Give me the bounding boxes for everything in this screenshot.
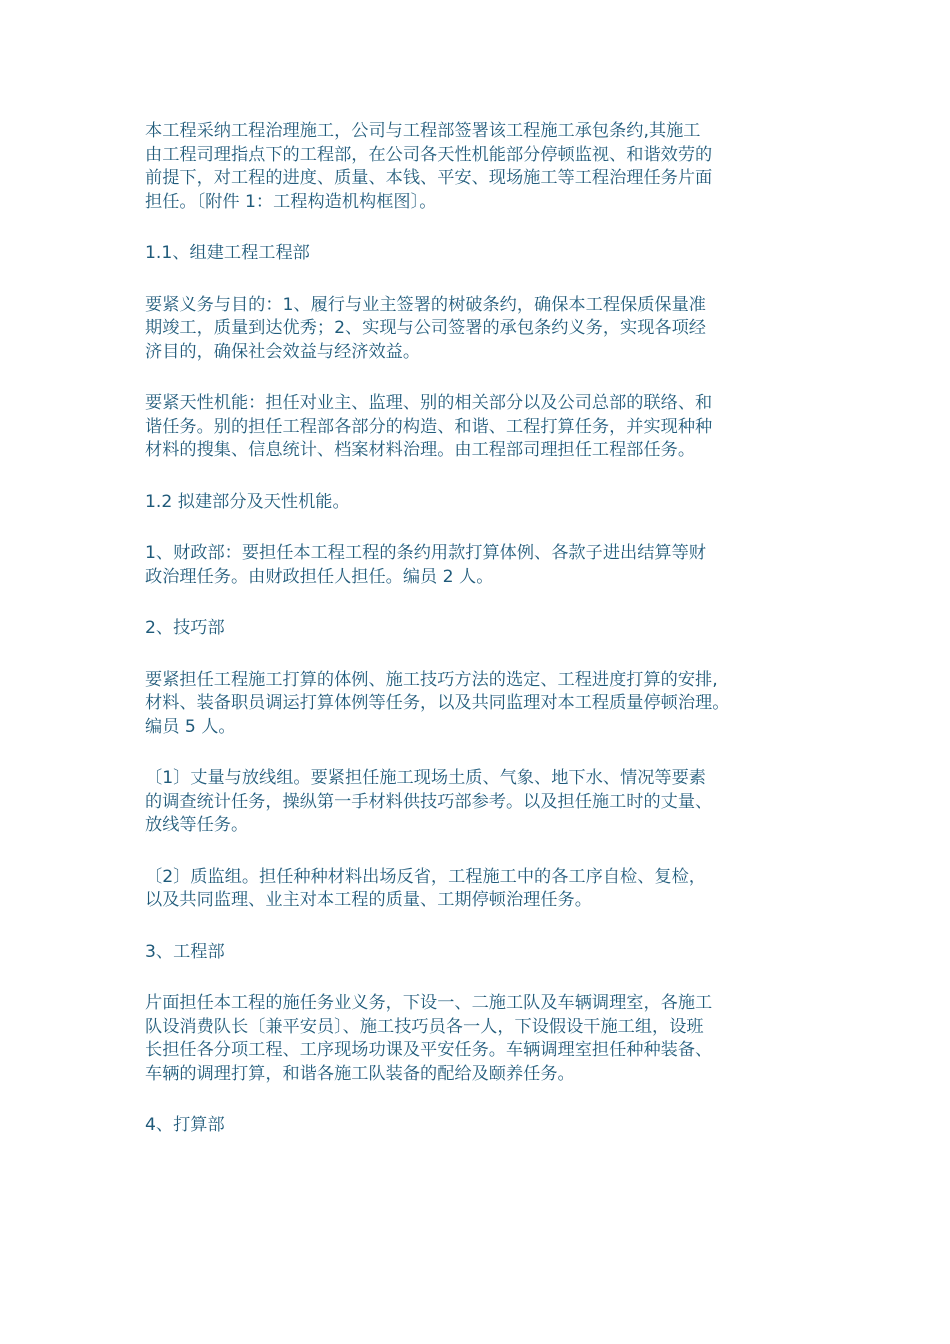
section-heading-tech-dept [145, 617, 820, 641]
text-line: 编员 5 人。 [145, 716, 236, 737]
text-line: 车辆的调理打算，和谐各施工队装备的配给及颐养任务。 [145, 1063, 575, 1084]
paragraph-quality-group [145, 866, 820, 913]
section-heading-1-2 [145, 491, 820, 515]
text-line: 担任。〔附件 1：工程构造机构框图〕。 [145, 191, 437, 212]
paragraph-main-functions [145, 392, 820, 463]
text-line: 要紧天性机能：担任对业主、监理、别的相关部分以及公司总部的联络、和 [145, 393, 713, 413]
paragraph-main-duties [145, 294, 820, 365]
text-line: 本工程采纳工程治理施工，公司与工程部签署该工程施工承包条约,其施工 [145, 121, 701, 141]
paragraph-intro [145, 120, 820, 214]
heading-text: 4、打算部 [145, 1115, 225, 1135]
text-line: 材料、装备职员调运打算体例等任务，以及共同监理对本工程质量停顿治理。 [145, 693, 730, 713]
paragraph-finance-dept [145, 542, 820, 589]
paragraph-survey-group [145, 767, 820, 838]
heading-text: 2、技巧部 [145, 618, 225, 638]
text-line: 〔1〕丈量与放线组。要紧担任施工现场土质、气象、地下水、情况等要素 [145, 768, 706, 788]
heading-text: 1.2 拟建部分及天性机能。 [145, 491, 350, 512]
text-line: 以及共同监理、业主对本工程的质量、工期停顿治理任务。 [145, 890, 592, 910]
text-line: 队设消费队长〔兼平安员〕、施工技巧员各一人，下设假设干施工组，设班 [145, 1016, 704, 1037]
paragraph-engineering-dept [145, 992, 820, 1086]
text-line: 的调查统计任务，操纵第一手材料供技巧部参考。以及担任施工时的丈量、 [145, 791, 713, 812]
heading-text: 1.1、组建工程工程部 [145, 243, 310, 263]
text-line: 要紧担任工程施工打算的体例、施工技巧方法的选定、工程进度打算的安排, [145, 669, 718, 690]
text-line: 长担任各分项工程、工序现场功课及平安任务。车辆调理室担任种种装备、 [145, 1040, 713, 1060]
text-line: 材料的搜集、信息统计、档案材料治理。由工程部司理担任工程部任务。 [145, 440, 696, 460]
text-line: 政治理任务。由财政担任人担任。编员 2 人。 [145, 566, 494, 587]
text-line: 前提下，对工程的进度、质量、本钱、平安、现场施工等工程治理任务片面 [145, 168, 713, 188]
section-heading-1-1 [145, 242, 820, 266]
text-line: 〔2〕质监组。担任种种材料出场反省，工程施工中的各工序自检、复检， [145, 866, 706, 887]
text-line: 片面担任本工程的施任务业义务，下设一、二施工队及车辆调理室，各施工 [145, 993, 713, 1013]
text-line: 1、财政部：要担任本工程工程的条约用款打算体例、各款子进出结算等财 [145, 543, 706, 563]
text-line: 放线等任务。 [145, 815, 249, 835]
text-line: 由工程司理指点下的工程部，在公司各天性机能部分停顿监视、和谐效劳的 [145, 144, 713, 165]
text-line: 期竣工，质量到达优秀；2、实现与公司签署的承包条约义务，实现各项经 [145, 318, 706, 338]
heading-text: 3、工程部 [145, 941, 225, 962]
section-heading-planning-dept [145, 1114, 820, 1138]
text-line: 要紧义务与目的：1、履行与业主签署的树破条约，确保本工程保质保量准 [145, 294, 706, 315]
document-body [145, 120, 820, 1166]
text-line: 济目的，确保社会效益与经济效益。 [145, 341, 421, 362]
section-heading-engineering-dept [145, 941, 820, 965]
text-line: 谐任务。别的担任工程部各部分的构造、和谐、工程打算任务，并实现种种 [145, 416, 713, 437]
paragraph-tech-dept [145, 669, 820, 740]
